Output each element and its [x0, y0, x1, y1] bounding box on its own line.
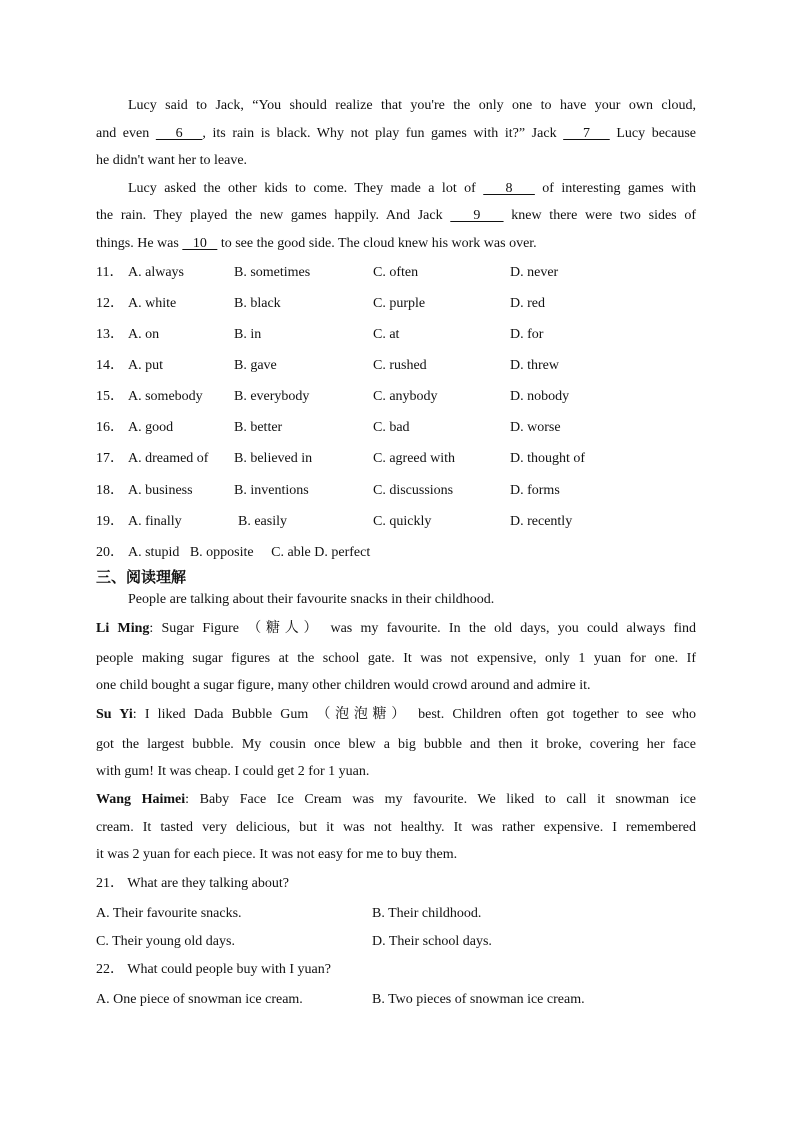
story-line — [96, 235, 696, 253]
reading-text: one child bought a sugar figure, many other children would crowd around and admire it. — [96, 678, 591, 693]
option-b: B. easily — [238, 514, 287, 529]
option-c: C. discussions — [373, 483, 454, 498]
option-b: B. gave — [234, 358, 277, 373]
option-a: A. on — [128, 327, 160, 342]
option-d: D. Their school days. — [372, 934, 492, 949]
blank-10: 10 — [182, 236, 218, 251]
option-c: C. anybody — [373, 389, 438, 404]
option-b: B. black — [234, 296, 281, 311]
option-b: B. Their childhood. — [372, 906, 482, 921]
reading-line — [96, 819, 696, 837]
option-c: C. quickly — [373, 514, 432, 529]
reading-text: got the largest bubble. My cousin once blew a big bubble and then it broke, covering her face — [96, 737, 696, 752]
speaker-name: Wang Haimei — [96, 792, 186, 807]
option-a: A. good — [128, 420, 174, 435]
option-d: D. nobody — [510, 389, 570, 404]
option-b: B. everybody — [234, 389, 310, 404]
story-text: Lucy said to Jack, “You should realize that you're the only one to have your own cloud, — [128, 98, 696, 113]
reading-line — [96, 763, 696, 781]
reading-line — [96, 706, 696, 724]
option-a: A. business — [128, 483, 193, 498]
story-line — [128, 180, 696, 198]
option-b: B. believed in — [234, 451, 313, 466]
reading-text: : Baby Face Ice Cream was my favourite. We liked to call it snowman ice — [185, 792, 697, 807]
option-a: A. finally — [128, 514, 182, 529]
story-text: to see the good side. The cloud knew his work was over. — [217, 236, 537, 251]
reading-text: with gum! It was cheap. I could get 2 for 1 yuan. — [96, 764, 370, 779]
blank-6: 6 — [155, 126, 203, 141]
story-text: Lucy because — [609, 126, 697, 141]
option-c: C. often — [373, 265, 419, 280]
question-number: 11． — [96, 265, 124, 280]
question-number: 18． — [96, 483, 124, 498]
option-a: A. One piece of snowman ice cream. — [96, 992, 303, 1007]
story-line — [128, 97, 696, 115]
section-intro: People are talking about their favourite snacks in their childhood. — [128, 592, 495, 607]
option-a: A. always — [128, 265, 184, 280]
reading-text: : I liked Dada Bubble Gum （泡泡糖） best. Children often got together to see who — [132, 707, 696, 722]
question-stem: 22． What could people buy with I yuan? — [96, 962, 331, 977]
option-b: B. sometimes — [234, 265, 311, 280]
blank-9: 9 — [450, 208, 504, 223]
story-text: , its rain is black. Why not play fun games with it?” Jack — [202, 126, 564, 141]
question-number: 12． — [96, 296, 124, 311]
story-text: of interesting games with — [534, 181, 697, 196]
option-b: B. better — [234, 420, 283, 435]
question-number: 15． — [96, 389, 124, 404]
question-number: 19． — [96, 514, 124, 529]
reading-text: cream. It tasted very delicious, but it was not healthy. It was rather expensive. I remembered — [96, 820, 696, 835]
story-text: he didn't want her to leave. — [96, 153, 248, 168]
speaker-name: Li Ming — [96, 621, 150, 636]
story-text: knew there were two sides of — [503, 208, 696, 223]
story-line — [96, 152, 696, 170]
reading-line — [96, 650, 696, 668]
option-d: D. recently — [510, 514, 573, 529]
reading-line — [96, 677, 696, 695]
reading-line — [96, 846, 696, 864]
question-number: 16． — [96, 420, 124, 435]
option-d: D. red — [510, 296, 545, 311]
option-a: A. white — [128, 296, 177, 311]
story-text: Lucy asked the other kids to come. They made a lot of — [128, 181, 484, 196]
story-line — [96, 125, 696, 143]
reading-text: it was 2 yuan for each piece. It was not easy for me to buy them. — [96, 847, 458, 862]
option-b: B. Two pieces of snowman ice cream. — [372, 992, 585, 1007]
option-c: C. rushed — [373, 358, 427, 373]
option-b: B. inventions — [234, 483, 309, 498]
option-d: D. for — [510, 327, 544, 342]
option-d: D. threw — [510, 358, 559, 373]
option-c: C. at — [373, 327, 400, 342]
story-text: the rain. They played the new games happily. And Jack — [96, 208, 451, 223]
question-stem: 21． What are they talking about? — [96, 876, 289, 891]
option-a: A. somebody — [128, 389, 203, 404]
question-number: 13． — [96, 327, 124, 342]
option-c: C. agreed with — [373, 451, 456, 466]
speaker-name: Su Yi — [96, 707, 133, 722]
blank-8: 8 — [483, 181, 535, 196]
option-c: C. purple — [373, 296, 426, 311]
option-row: A. stupid B. opposite C. able D. perfect — [128, 545, 371, 560]
reading-text: people making sugar figures at the school gate. It was not expensive, only 1 yuan for one. If — [96, 651, 696, 666]
section-heading: 三、阅读理解 — [96, 568, 187, 586]
reading-text: : Sugar Figure （糖人） was my favourite. In the old days, you could always find — [149, 621, 696, 636]
question-number: 14． — [96, 358, 124, 373]
option-a: A. Their favourite snacks. — [96, 906, 242, 921]
option-d: D. worse — [510, 420, 561, 435]
option-d: D. thought of — [510, 451, 586, 466]
reading-line — [96, 620, 696, 638]
option-c: C. Their young old days. — [96, 934, 235, 949]
option-d: D. never — [510, 265, 559, 280]
story-line — [96, 207, 696, 225]
option-a: A. put — [128, 358, 163, 373]
reading-line — [96, 736, 696, 754]
reading-line — [96, 791, 696, 809]
option-b: B. in — [234, 327, 262, 342]
story-text: things. He was — [96, 236, 183, 251]
option-d: D. forms — [510, 483, 560, 498]
blank-7: 7 — [563, 126, 610, 141]
question-number: 17． — [96, 451, 124, 466]
option-c: C. bad — [373, 420, 410, 435]
story-text: and even — [96, 126, 156, 141]
question-number: 20． — [96, 545, 124, 560]
option-a: A. dreamed of — [128, 451, 209, 466]
